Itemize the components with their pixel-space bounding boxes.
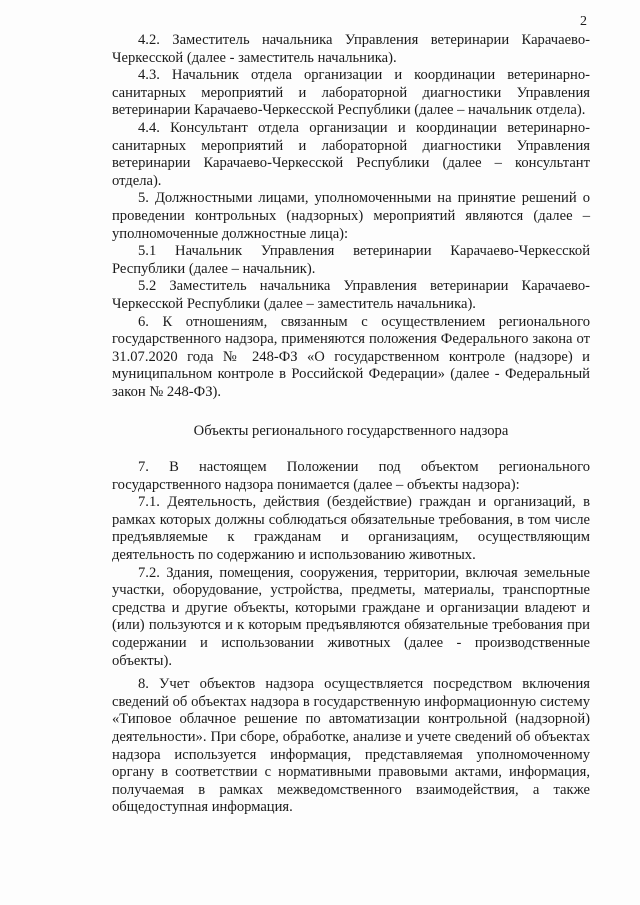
- paragraph-4-3: 4.3. Начальник отдела организации и координации ветеринарно-санитарных мероприятий и лабораторной диагностики Управления ветеринарии Карачаево-Черкесской Республики (далее – начальник отдела).: [112, 67, 590, 119]
- paragraph-4-4: 4.4. Консультант отдела организации и координации ветеринарно-санитарных мероприятий и лабораторной диагностики Управления ветеринарии Карачаево-Черкесской Республики (далее – консультант отдела).: [112, 119, 590, 189]
- document-body: [112, 32, 590, 817]
- page-number: 2: [580, 14, 587, 29]
- section-heading: Объекты регионального государственного надзора: [193, 423, 509, 440]
- paragraph-7-1: 7.1. Деятельность, действия (бездействие) граждан и организаций, в рамках которых должны соблюдаться обязательные требования, в том числе предъявляемые к гражданам и организациям, осуществляющим деятельность по содержанию и использованию животных.: [112, 494, 590, 564]
- paragraph-6: 6. К отношениям, связанным с осуществлением регионального государственного надзора, применяются положения Федерального закона от 31.07.2020 года № 248-ФЗ «О государственном контроле (надзоре) и муниципальном контроле в Российской Федерации» (далее - Федеральный закон № 248-ФЗ).: [112, 313, 590, 400]
- paragraph-7-2: 7.2. Здания, помещения, сооружения, территории, включая земельные участки, оборудование, устройства, предметы, материалы, транспортные средства и другие объекты, которыми граждане и организации владеют и (или) пользуются и к которым предъявляются обязательные требования при содержании и использовании животных (далее - производственные объекты).: [112, 564, 590, 669]
- paragraph-5-1: 5.1 Начальник Управления ветеринарии Карачаево-Черкесской Республики (далее – начальник).: [112, 243, 590, 277]
- paragraph-8: 8. Учет объектов надзора осуществляется посредством включения сведений об объектах надзора в государственную информационную систему «Типовое облачное решение по автоматизации контрольной (надзорной) деятельности». При сборе, обработке, анализе и учете сведений об объектах надзора используется информация, представляемая уполномоченному органу в соответствии с нормативными правовыми актами, информация, получаемая в рамках межведомственного взаимодействия, а также общедоступная информация.: [112, 676, 590, 816]
- paragraph-4-2: 4.2. Заместитель начальника Управления ветеринарии Карачаево-Черкесской (далее - заместитель начальника).: [112, 32, 590, 66]
- paragraph-5-2: 5.2 Заместитель начальника Управления ветеринарии Карачаево-Черкесской Республики (далее – заместитель начальника).: [112, 278, 590, 312]
- paragraph-5: 5. Должностными лицами, уполномоченными на принятие решений о проведении контрольных (надзорных) мероприятий являются (далее – уполномоченные должностные лица):: [112, 190, 590, 242]
- paragraph-7: 7. В настоящем Положении под объектом регионального государственного надзора понимается (далее – объекты надзора):: [112, 459, 590, 493]
